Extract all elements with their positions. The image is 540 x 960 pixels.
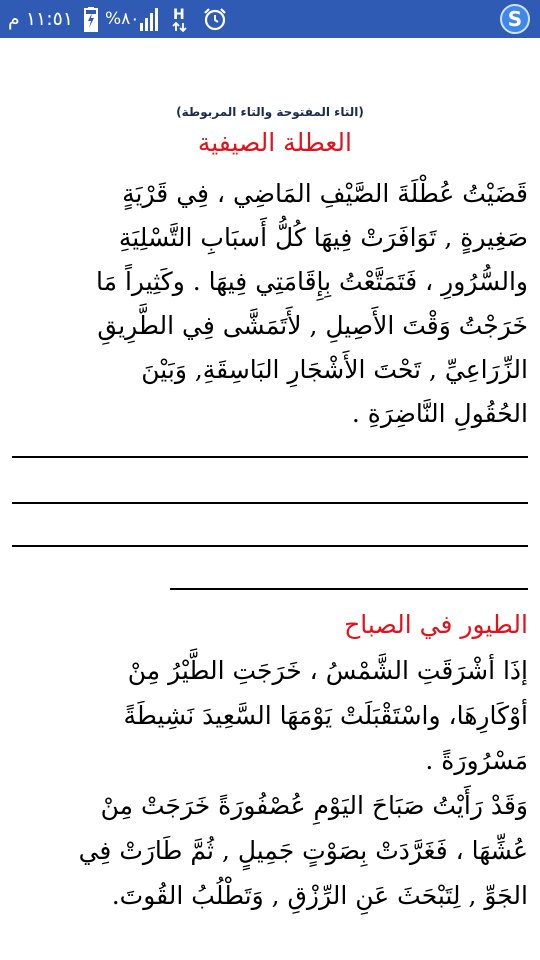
answer-line[interactable] — [12, 502, 528, 504]
hplus-data-icon — [170, 5, 190, 33]
story1-line: الحُقُولِ النَّاضِرَةِ . — [351, 399, 528, 428]
story2-paragraph — [12, 648, 528, 918]
answer-line[interactable] — [12, 545, 528, 547]
story1-title: العطلة الصيفية — [197, 128, 352, 157]
story2-line: إذَا أشْرَقَتِ الشَّمْسُ ، خَرَجَتِ الطَّيْرُ مِنْ — [127, 656, 528, 685]
answer-line[interactable] — [12, 456, 528, 458]
status-bar — [0, 0, 540, 38]
network-type-label: H — [173, 7, 185, 23]
story2-title: الطيور في الصباح — [344, 610, 528, 639]
story1-paragraph — [12, 172, 528, 436]
status-time: ١١:٥١ م — [8, 8, 74, 30]
story2-line: أوْكَارِهَا، واسْتَقْبَلَتْ يَوْمَهَا السَّعِيدَ نَشِيطَةً — [123, 701, 528, 730]
story1-line: قَضَيْتُ عُطْلَةَ الصَّيْفِ المَاضِي ، فِي قَرْيَةٍ — [122, 179, 528, 208]
story2-line: مَسْرُورَةً . — [425, 746, 528, 775]
app-s-logo-icon[interactable] — [500, 4, 530, 34]
alarm-clock-icon — [202, 5, 228, 33]
app-logo-letter: S — [507, 7, 523, 31]
lesson-subtitle: (التاء المفتوحة والتاء المربوطة) — [176, 105, 364, 119]
story1-line: الزِّرَاعِيِّ , تَحْتَ الأَشْجَارِ البَاسِقَةِ, وَبَيْنَ — [141, 355, 528, 384]
signal-bars-icon — [138, 5, 162, 33]
battery-percent: ٨٠% — [105, 9, 140, 29]
story1-line: والسُّرُورِ ، فَتَمَتَّعْتُ بِإِقَامَتِي فِيهَا . وكَثِيراً مَا — [96, 267, 528, 296]
story2-line: الجَوِّ , لِتَبْحَثَ عَنِ الرِّزْقِ , وَتَطْلُبُ القُوتَ. — [111, 881, 528, 910]
story2-line: عُشِّهَا ، فَغَرَّدَتْ بِصَوْتٍ جَمِيلٍ , ثُمَّ طَارَتْ فِي — [78, 836, 528, 865]
answer-line[interactable] — [170, 588, 528, 590]
story1-line: خَرَجْتُ وَقْتَ الأَصِيلِ , لأَتَمَشَّى فِي الطَّرِيقِ — [97, 311, 528, 340]
battery-charging-icon — [83, 5, 99, 33]
story1-line: صَغِيرةٍ , تَوَافَرَتْ فِيهَا كُلُّ أَسبَابِ التَّسْلِيَةِ — [118, 223, 528, 252]
story2-line: وَقَدْ رَأَيْتُ صَبَاحَ اليَوْمِ عُصْفُورَةً خَرَجَتْ مِنْ — [100, 791, 528, 820]
